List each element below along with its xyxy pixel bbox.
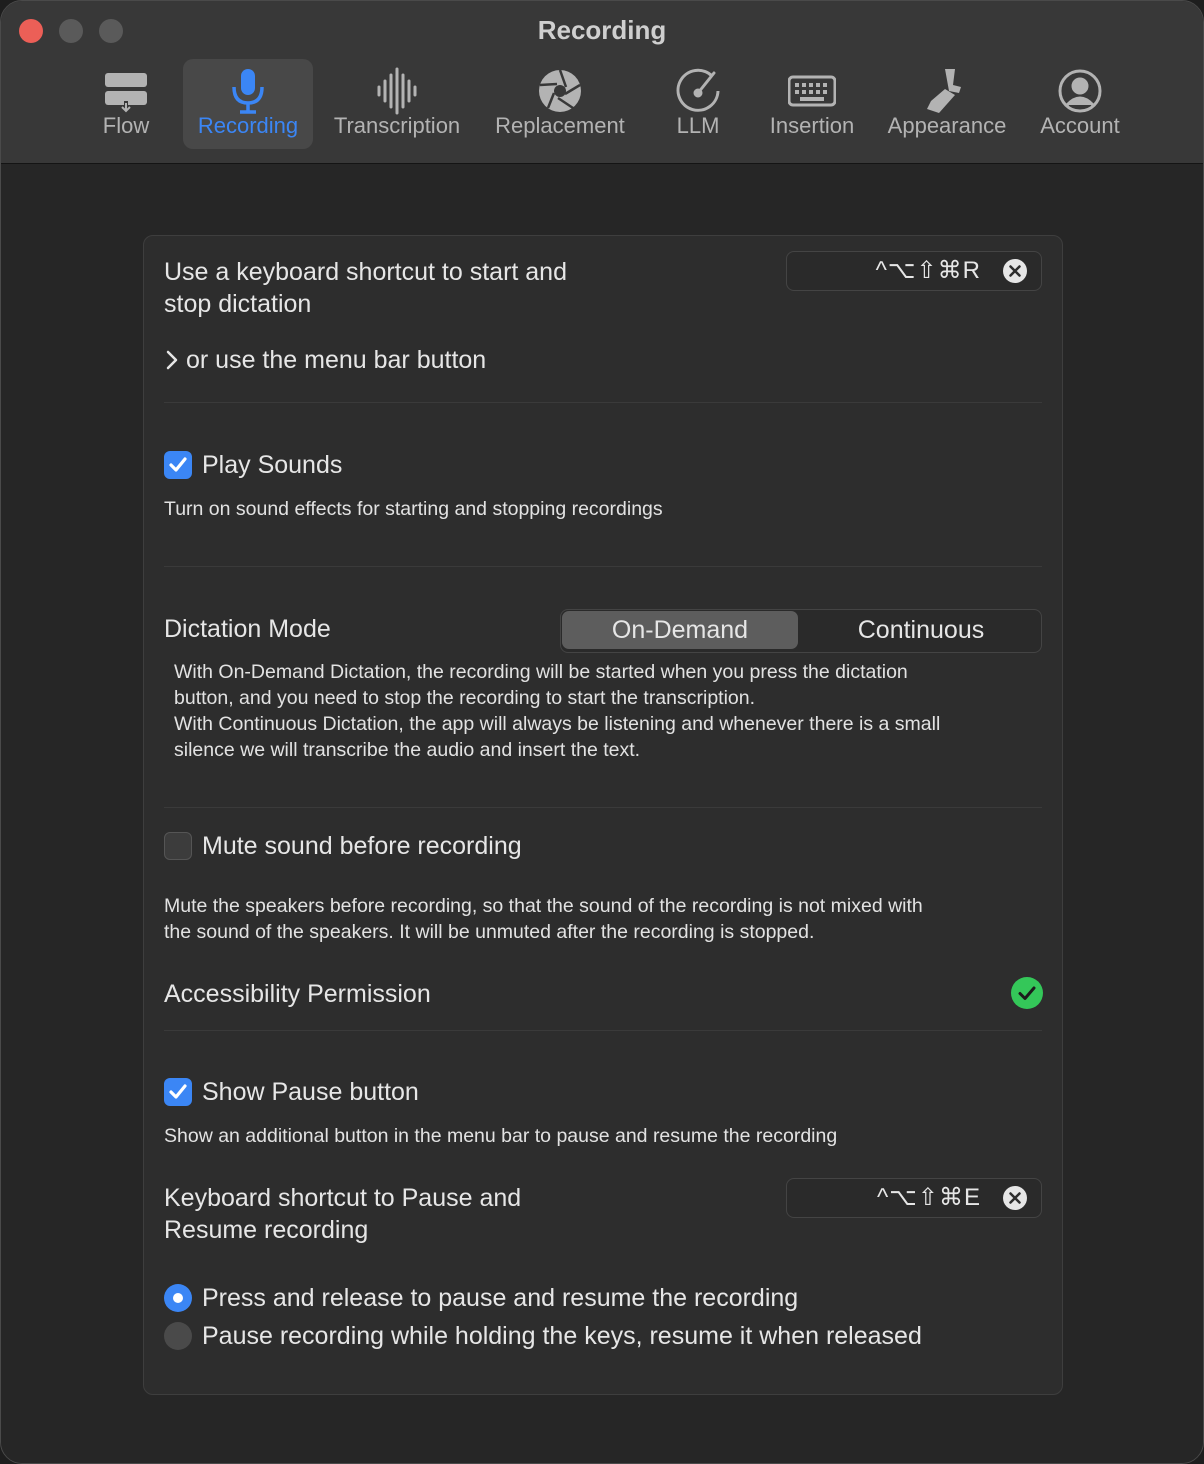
checkmark-icon <box>164 1078 192 1106</box>
dictation-mode-desc-line1: With On-Demand Dictation, the recording will be started when you press the dictation <box>174 661 908 683</box>
pause-mode-radio-hold[interactable] <box>164 1322 192 1350</box>
tab-label: Flow <box>102 113 150 138</box>
divider <box>164 566 1042 567</box>
show-pause-label: Show Pause button <box>202 1078 419 1106</box>
clear-shortcut-icon[interactable] <box>1003 1186 1027 1210</box>
dictation-mode-desc-line3: With Continuous Dictation, the app will always be listening and whenever there is a small <box>174 713 941 735</box>
tab-insertion[interactable] <box>759 59 865 149</box>
tab-label: Recording <box>197 113 299 138</box>
tab-label: Appearance <box>887 113 1007 138</box>
flow-icon <box>102 67 150 115</box>
tab-label: LLM <box>676 113 720 138</box>
title-bar <box>1 1 1203 164</box>
divider <box>164 1030 1042 1031</box>
accessibility-label: Accessibility Permission <box>164 980 431 1008</box>
tab-label: Account <box>1040 113 1120 138</box>
menubar-disclosure-label: or use the menu bar button <box>186 346 487 374</box>
dictation-shortcut-recorder[interactable] <box>786 251 1042 291</box>
checkmark-circle-icon <box>1011 977 1043 1009</box>
tab-replacement[interactable] <box>485 59 635 149</box>
tab-flow[interactable] <box>81 59 171 149</box>
dictation-mode-desc-line4: silence we will transcribe the audio and insert the text. <box>174 739 641 761</box>
pause-shortcut-label-line1: Keyboard shortcut to Pause and <box>164 1184 522 1212</box>
show-pause-checkbox[interactable] <box>164 1078 192 1106</box>
shortcut-keys: ^⌥⇧⌘E <box>876 1184 981 1211</box>
checkmark-icon <box>164 451 192 479</box>
mute-sound-checkbox[interactable] <box>164 832 192 860</box>
tab-label: Transcription <box>333 113 461 138</box>
tab-transcription[interactable] <box>325 59 469 149</box>
play-sounds-checkbox[interactable] <box>164 451 192 479</box>
paintbrush-icon <box>923 67 971 115</box>
gauge-icon <box>674 67 722 115</box>
pause-mode-radio-press-release[interactable] <box>164 1284 192 1312</box>
pause-shortcut-label-line2: Resume recording <box>164 1216 369 1244</box>
tab-recording[interactable] <box>183 59 313 149</box>
keyboard-icon <box>788 67 836 115</box>
settings-content <box>1 164 1203 1463</box>
microphone-icon <box>224 67 272 115</box>
settings-panel <box>143 235 1063 1395</box>
shortcut-label-line1: Use a keyboard shortcut to start and <box>164 258 567 286</box>
shortcut-label-line2: stop dictation <box>164 290 312 318</box>
segment-on-demand[interactable]: On-Demand <box>562 611 798 649</box>
menubar-disclosure[interactable] <box>162 344 562 376</box>
tab-label: Replacement <box>495 113 625 138</box>
person-circle-icon <box>1056 67 1104 115</box>
waveform-icon <box>373 67 421 115</box>
tab-account[interactable] <box>1031 59 1129 149</box>
aperture-icon <box>536 67 584 115</box>
tab-llm[interactable] <box>653 59 743 149</box>
pause-shortcut-recorder[interactable] <box>786 1178 1042 1218</box>
dictation-mode-label: Dictation Mode <box>164 615 331 643</box>
window-title: Recording <box>537 15 667 45</box>
pause-mode-option-2-label: Pause recording while holding the keys, resume it when released <box>202 1322 922 1350</box>
tab-label: Insertion <box>769 113 855 138</box>
clear-shortcut-icon[interactable] <box>1003 259 1027 283</box>
tab-appearance[interactable] <box>879 59 1015 149</box>
pause-mode-option-1-label: Press and release to pause and resume the recording <box>202 1284 799 1312</box>
play-sounds-description: Turn on sound effects for starting and stopping recordings <box>164 498 663 520</box>
chevron-right-icon <box>164 350 180 370</box>
divider <box>164 807 1042 808</box>
segment-continuous[interactable]: Continuous <box>857 616 985 644</box>
preferences-toolbar <box>1 59 1203 149</box>
shortcut-keys: ^⌥⇧⌘R <box>875 257 981 284</box>
play-sounds-label: Play Sounds <box>202 451 343 479</box>
mute-sound-label: Mute sound before recording <box>202 832 522 860</box>
mute-sound-desc-line2: the sound of the speakers. It will be unmuted after the recording is stopped. <box>164 921 815 943</box>
divider <box>164 402 1042 403</box>
show-pause-description: Show an additional button in the menu bar to pause and resume the recording <box>164 1125 838 1147</box>
dictation-mode-segmented-control <box>560 609 1042 653</box>
mute-sound-desc-line1: Mute the speakers before recording, so that the sound of the recording is not mixed with <box>164 895 923 917</box>
dictation-mode-desc-line2: button, and you need to stop the recording to start the transcription. <box>174 687 756 709</box>
